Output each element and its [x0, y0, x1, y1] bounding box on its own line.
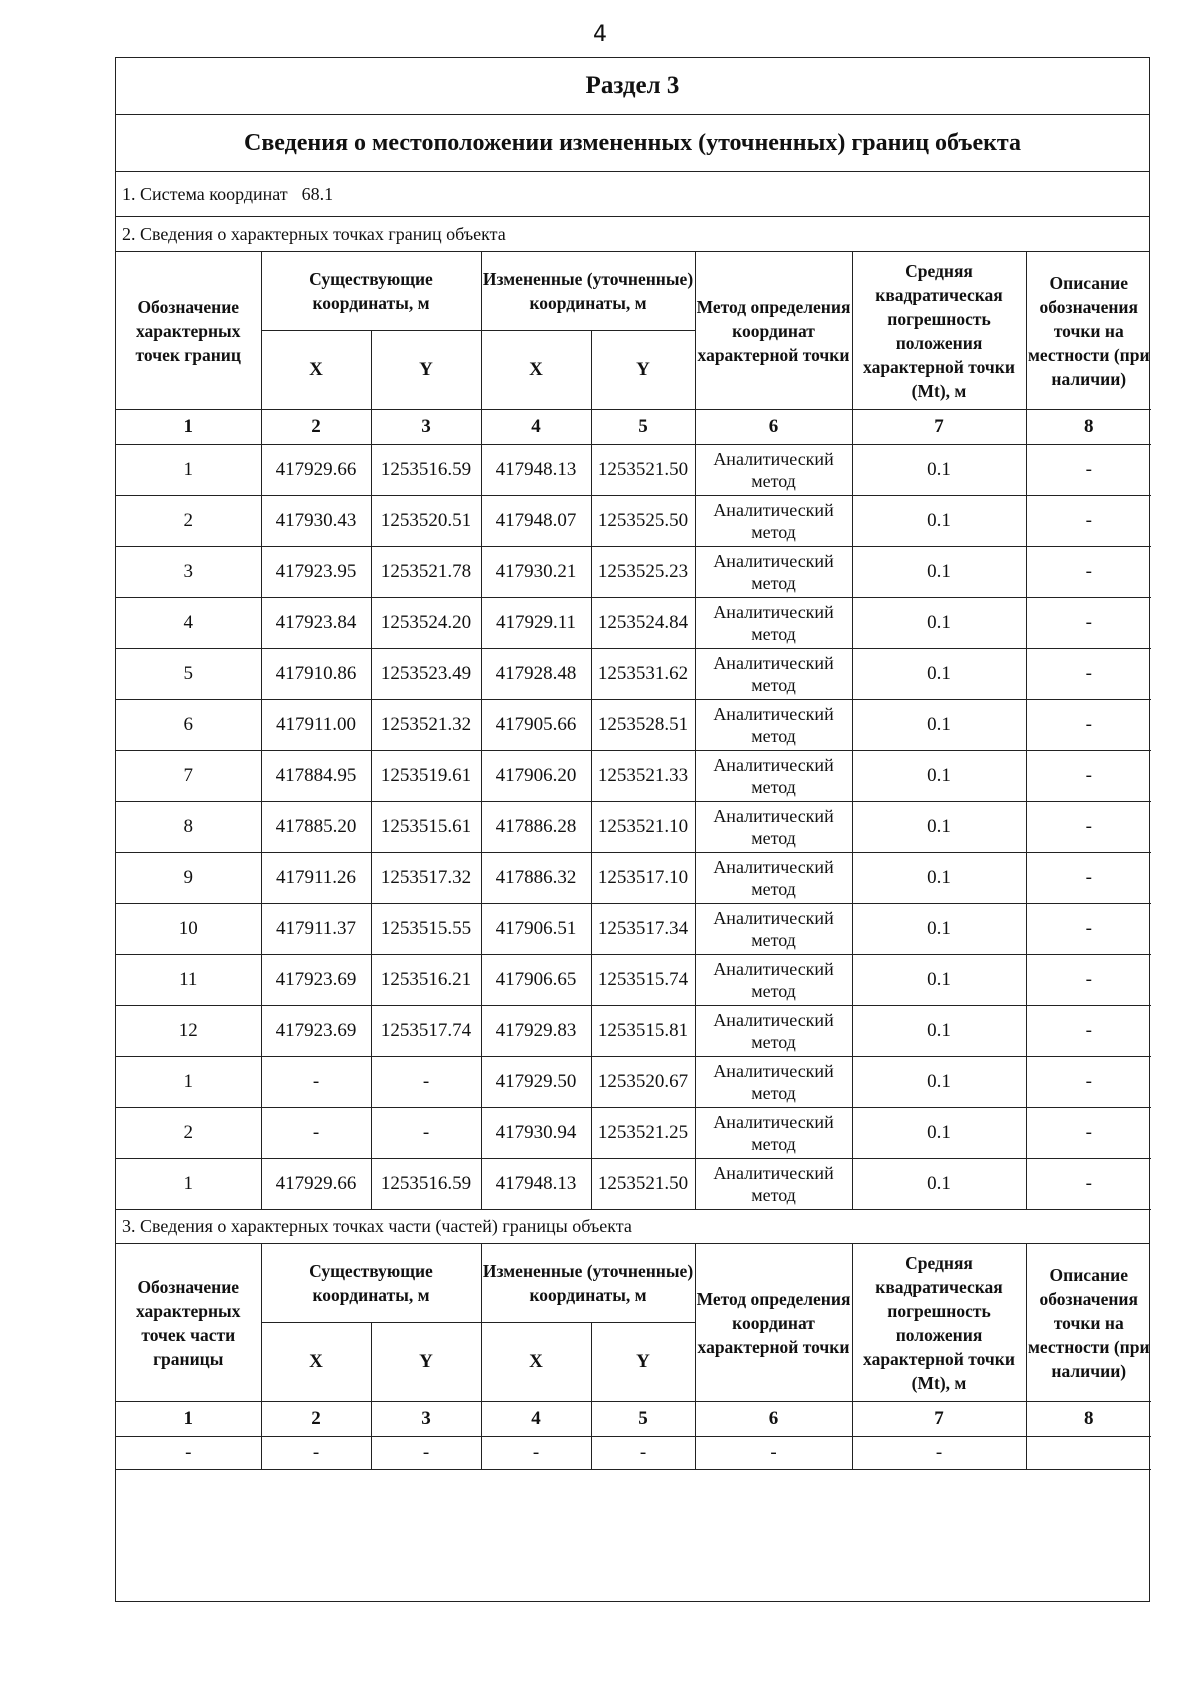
cell-method: -: [695, 1437, 852, 1470]
header-description: Описание обозначения точки на местности (при наличии): [1026, 252, 1151, 410]
cell-changed-x: 417948.13: [481, 1159, 591, 1210]
header-existing-x: X: [261, 1323, 371, 1402]
cell-existing-x: 417910.86: [261, 649, 371, 700]
cell-error-mt: 0.1: [852, 598, 1026, 649]
cell-description: -: [1026, 802, 1151, 853]
cell-description: -: [1026, 445, 1151, 496]
col-number: 4: [481, 410, 591, 445]
cell-description: -: [1026, 751, 1151, 802]
coord-system-value: 68.1: [301, 183, 334, 204]
cell-changed-y: 1253524.84: [591, 598, 695, 649]
cell-point-id: 4: [116, 598, 261, 649]
cell-method: Аналитический метод: [695, 853, 852, 904]
cell-description: -: [1026, 649, 1151, 700]
cell-error-mt: 0.1: [852, 1006, 1026, 1057]
cell-existing-y: 1253517.74: [371, 1006, 481, 1057]
table-row: [116, 955, 1151, 1006]
cell-method: Аналитический метод: [695, 1159, 852, 1210]
header-existing-y: Y: [371, 1323, 481, 1402]
cell-existing-x: 417930.43: [261, 496, 371, 547]
column-number-row: [116, 1402, 1151, 1437]
cell-method: Аналитический метод: [695, 751, 852, 802]
header-point-label: Обозначение характерных точек части границы: [116, 1244, 261, 1402]
cell-existing-y: 1253516.21: [371, 955, 481, 1006]
col-number: 6: [695, 410, 852, 445]
cell-error-mt: 0.1: [852, 802, 1026, 853]
col-number: 2: [261, 1402, 371, 1437]
cell-changed-x: 417906.51: [481, 904, 591, 955]
table-row: [116, 496, 1151, 547]
cell-description: -: [1026, 598, 1151, 649]
cell-changed-x: 417929.50: [481, 1057, 591, 1108]
col-number: 2: [261, 410, 371, 445]
cell-point-id: 7: [116, 751, 261, 802]
cell-existing-y: 1253519.61: [371, 751, 481, 802]
cell-method: Аналитический метод: [695, 700, 852, 751]
cell-changed-x: 417906.65: [481, 955, 591, 1006]
cell-method: Аналитический метод: [695, 1057, 852, 1108]
cell-changed-y: 1253517.34: [591, 904, 695, 955]
cell-method: Аналитический метод: [695, 496, 852, 547]
cell-error-mt: 0.1: [852, 1108, 1026, 1159]
cell-changed-x: 417928.48: [481, 649, 591, 700]
header-existing-x: X: [261, 331, 371, 410]
cell-description: -: [1026, 1006, 1151, 1057]
section-title: Раздел 3: [116, 58, 1149, 115]
col-number: 1: [116, 1402, 261, 1437]
table-row: [116, 1437, 1151, 1470]
cell-point-id: 8: [116, 802, 261, 853]
cell-method: Аналитический метод: [695, 445, 852, 496]
cell-existing-y: 1253517.32: [371, 853, 481, 904]
cell-point-id: 12: [116, 1006, 261, 1057]
cell-point-id: 2: [116, 496, 261, 547]
cell-error-mt: -: [852, 1437, 1026, 1470]
cell-existing-y: -: [371, 1108, 481, 1159]
cell-existing-x: 417923.84: [261, 598, 371, 649]
cell-point-id: 3: [116, 547, 261, 598]
cell-changed-y: 1253521.10: [591, 802, 695, 853]
table-row: [116, 802, 1151, 853]
cell-changed-x: 417948.13: [481, 445, 591, 496]
cell-method: Аналитический метод: [695, 1108, 852, 1159]
cell-changed-y: -: [591, 1437, 695, 1470]
header-changed-y: Y: [591, 1323, 695, 1402]
table2-caption: 3. Сведения о характерных точках части (частей) границы объекта: [116, 1210, 1149, 1244]
cell-existing-x: -: [261, 1057, 371, 1108]
table-row: [116, 904, 1151, 955]
cell-point-id: 1: [116, 1057, 261, 1108]
cell-existing-x: 417911.37: [261, 904, 371, 955]
header-error: Средняя квадратическая погрешность положения характерной точки (Mt), м: [852, 252, 1026, 410]
cell-description: [1026, 1437, 1151, 1470]
coord-system-label: 1. Система координат: [122, 183, 288, 204]
header-changed-coords: Измененные (уточненные) координаты, м: [481, 252, 695, 331]
header-error: Средняя квадратическая погрешность положения характерной точки (Mt), м: [852, 1244, 1026, 1402]
col-number: 3: [371, 1402, 481, 1437]
cell-changed-y: 1253515.81: [591, 1006, 695, 1057]
section-subtitle: Сведения о местоположении измененных (уточненных) границ объекта: [116, 115, 1149, 172]
col-number: 8: [1026, 1402, 1151, 1437]
cell-point-id: 5: [116, 649, 261, 700]
header-existing-y: Y: [371, 331, 481, 410]
cell-existing-y: -: [371, 1437, 481, 1470]
cell-existing-y: 1253515.61: [371, 802, 481, 853]
cell-error-mt: 0.1: [852, 445, 1026, 496]
table-row: [116, 751, 1151, 802]
cell-existing-y: 1253516.59: [371, 445, 481, 496]
col-number: 7: [852, 1402, 1026, 1437]
cell-point-id: 1: [116, 1159, 261, 1210]
column-number-row: [116, 410, 1151, 445]
cell-changed-x: 417948.07: [481, 496, 591, 547]
cell-description: -: [1026, 547, 1151, 598]
cell-error-mt: 0.1: [852, 853, 1026, 904]
table-row: [116, 445, 1151, 496]
cell-changed-x: 417929.83: [481, 1006, 591, 1057]
cell-existing-y: 1253523.49: [371, 649, 481, 700]
cell-method: Аналитический метод: [695, 598, 852, 649]
cell-changed-y: 1253525.23: [591, 547, 695, 598]
cell-existing-y: 1253515.55: [371, 904, 481, 955]
cell-description: -: [1026, 955, 1151, 1006]
coord-system-line: [116, 172, 1149, 217]
cell-changed-x: 417930.94: [481, 1108, 591, 1159]
header-point-label: Обозначение характерных точек границ: [116, 252, 261, 410]
points-table: [116, 252, 1151, 1210]
section-frame: [115, 57, 1150, 1602]
cell-error-mt: 0.1: [852, 904, 1026, 955]
cell-error-mt: 0.1: [852, 547, 1026, 598]
cell-existing-y: 1253521.78: [371, 547, 481, 598]
table-row: [116, 547, 1151, 598]
cell-existing-x: -: [261, 1437, 371, 1470]
part-points-table: [116, 1244, 1151, 1470]
table-row: [116, 700, 1151, 751]
cell-existing-y: 1253521.32: [371, 700, 481, 751]
cell-point-id: 9: [116, 853, 261, 904]
table-row: [116, 1159, 1151, 1210]
header-changed-y: Y: [591, 331, 695, 410]
col-number: 4: [481, 1402, 591, 1437]
cell-existing-x: 417929.66: [261, 1159, 371, 1210]
cell-existing-y: 1253516.59: [371, 1159, 481, 1210]
cell-description: -: [1026, 1159, 1151, 1210]
cell-existing-x: 417911.26: [261, 853, 371, 904]
cell-point-id: -: [116, 1437, 261, 1470]
cell-method: Аналитический метод: [695, 955, 852, 1006]
table-row: [116, 853, 1151, 904]
header-changed-x: X: [481, 331, 591, 410]
cell-error-mt: 0.1: [852, 649, 1026, 700]
cell-point-id: 10: [116, 904, 261, 955]
table-row: [116, 649, 1151, 700]
cell-point-id: 11: [116, 955, 261, 1006]
cell-existing-x: 417923.69: [261, 1006, 371, 1057]
header-description: Описание обозначения точки на местности (при наличии): [1026, 1244, 1151, 1402]
cell-description: -: [1026, 853, 1151, 904]
cell-method: Аналитический метод: [695, 802, 852, 853]
cell-existing-x: 417929.66: [261, 445, 371, 496]
table-row: [116, 1057, 1151, 1108]
cell-changed-x: 417929.11: [481, 598, 591, 649]
cell-changed-y: 1253521.50: [591, 445, 695, 496]
header-existing-coords: Существующие координаты, м: [261, 1244, 481, 1323]
cell-changed-y: 1253521.25: [591, 1108, 695, 1159]
cell-changed-x: 417886.32: [481, 853, 591, 904]
cell-changed-y: 1253517.10: [591, 853, 695, 904]
cell-method: Аналитический метод: [695, 649, 852, 700]
cell-existing-x: 417884.95: [261, 751, 371, 802]
cell-changed-y: 1253528.51: [591, 700, 695, 751]
col-number: 8: [1026, 410, 1151, 445]
cell-description: -: [1026, 1057, 1151, 1108]
cell-changed-y: 1253525.50: [591, 496, 695, 547]
cell-changed-y: 1253520.67: [591, 1057, 695, 1108]
col-number: 7: [852, 410, 1026, 445]
col-number: 1: [116, 410, 261, 445]
table-row: [116, 1006, 1151, 1057]
cell-changed-y: 1253521.33: [591, 751, 695, 802]
cell-point-id: 6: [116, 700, 261, 751]
col-number: 5: [591, 410, 695, 445]
cell-error-mt: 0.1: [852, 1057, 1026, 1108]
cell-error-mt: 0.1: [852, 955, 1026, 1006]
cell-description: -: [1026, 496, 1151, 547]
table1-caption: 2. Сведения о характерных точках границ объекта: [116, 217, 1149, 252]
cell-description: -: [1026, 904, 1151, 955]
cell-changed-y: 1253521.50: [591, 1159, 695, 1210]
cell-error-mt: 0.1: [852, 496, 1026, 547]
table-row: [116, 1108, 1151, 1159]
cell-existing-x: -: [261, 1108, 371, 1159]
cell-error-mt: 0.1: [852, 700, 1026, 751]
table-row: [116, 598, 1151, 649]
cell-method: Аналитический метод: [695, 1006, 852, 1057]
col-number: 3: [371, 410, 481, 445]
cell-method: Аналитический метод: [695, 547, 852, 598]
header-method: Метод определения координат характерной точки: [695, 252, 852, 410]
cell-description: -: [1026, 1108, 1151, 1159]
cell-method: Аналитический метод: [695, 904, 852, 955]
cell-existing-x: 417911.00: [261, 700, 371, 751]
page-number: 4: [593, 22, 607, 47]
cell-description: -: [1026, 700, 1151, 751]
cell-error-mt: 0.1: [852, 751, 1026, 802]
cell-existing-x: 417885.20: [261, 802, 371, 853]
cell-changed-x: 417905.66: [481, 700, 591, 751]
cell-changed-x: -: [481, 1437, 591, 1470]
cell-changed-x: 417886.28: [481, 802, 591, 853]
cell-point-id: 2: [116, 1108, 261, 1159]
cell-changed-y: 1253515.74: [591, 955, 695, 1006]
header-method: Метод определения координат характерной точки: [695, 1244, 852, 1402]
cell-error-mt: 0.1: [852, 1159, 1026, 1210]
cell-existing-y: 1253524.20: [371, 598, 481, 649]
col-number: 5: [591, 1402, 695, 1437]
header-changed-coords: Измененные (уточненные) координаты, м: [481, 1244, 695, 1323]
cell-changed-x: 417930.21: [481, 547, 591, 598]
cell-existing-x: 417923.95: [261, 547, 371, 598]
header-changed-x: X: [481, 1323, 591, 1402]
cell-changed-x: 417906.20: [481, 751, 591, 802]
cell-existing-y: 1253520.51: [371, 496, 481, 547]
cell-existing-y: -: [371, 1057, 481, 1108]
cell-existing-x: 417923.69: [261, 955, 371, 1006]
col-number: 6: [695, 1402, 852, 1437]
header-existing-coords: Существующие координаты, м: [261, 252, 481, 331]
cell-changed-y: 1253531.62: [591, 649, 695, 700]
cell-point-id: 1: [116, 445, 261, 496]
